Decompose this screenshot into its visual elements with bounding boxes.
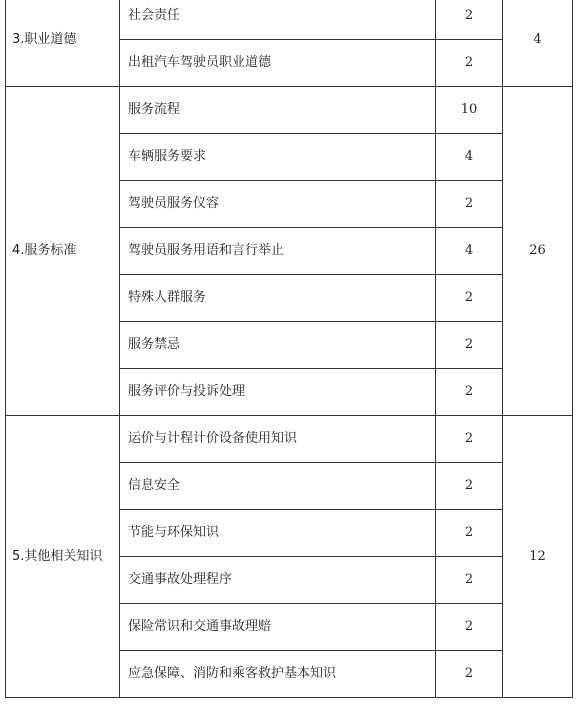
category-cell: 3.职业道德 xyxy=(6,0,120,87)
item-name-cell: 服务评价与投诉处理 xyxy=(120,369,436,416)
category-cell: 5.其他相关知识 xyxy=(6,416,120,698)
item-hours-cell: 2 xyxy=(436,275,503,322)
category-total-cell: 4 xyxy=(503,0,573,87)
item-hours-cell: 2 xyxy=(436,369,503,416)
category-total-cell: 26 xyxy=(503,87,573,416)
item-name-cell: 节能与环保知识 xyxy=(120,510,436,557)
item-hours-cell: 2 xyxy=(436,181,503,228)
item-hours-cell: 4 xyxy=(436,228,503,275)
item-name-cell: 驾驶员服务用语和言行举止 xyxy=(120,228,436,275)
item-hours-cell: 2 xyxy=(436,322,503,369)
table-row xyxy=(6,0,573,40)
curriculum-table-body xyxy=(6,0,573,698)
item-hours-cell: 2 xyxy=(436,557,503,604)
item-name-cell: 社会责任 xyxy=(120,0,436,40)
item-hours-cell: 2 xyxy=(436,463,503,510)
item-hours-cell: 10 xyxy=(436,87,503,134)
item-name-cell: 特殊人群服务 xyxy=(120,275,436,322)
category-total-cell: 12 xyxy=(503,416,573,698)
item-name-cell: 交通事故处理程序 xyxy=(120,557,436,604)
item-hours-cell: 4 xyxy=(436,134,503,181)
item-name-cell: 信息安全 xyxy=(120,463,436,510)
item-name-cell: 保险常识和交通事故理赔 xyxy=(120,604,436,651)
curriculum-table xyxy=(5,0,573,698)
item-name-cell: 应急保障、消防和乘客救护基本知识 xyxy=(120,651,436,698)
item-name-cell: 驾驶员服务仪容 xyxy=(120,181,436,228)
item-hours-cell: 2 xyxy=(436,40,503,87)
item-hours-cell: 2 xyxy=(436,510,503,557)
table-row xyxy=(6,87,573,134)
category-cell: 4.服务标准 xyxy=(6,87,120,416)
item-name-cell: 出租汽车驾驶员职业道德 xyxy=(120,40,436,87)
item-hours-cell: 2 xyxy=(436,0,503,40)
item-hours-cell: 2 xyxy=(436,416,503,463)
table-row xyxy=(6,416,573,463)
item-name-cell: 服务禁忌 xyxy=(120,322,436,369)
item-hours-cell: 2 xyxy=(436,651,503,698)
item-name-cell: 运价与计程计价设备使用知识 xyxy=(120,416,436,463)
item-name-cell: 车辆服务要求 xyxy=(120,134,436,181)
item-hours-cell: 2 xyxy=(436,604,503,651)
item-name-cell: 服务流程 xyxy=(120,87,436,134)
